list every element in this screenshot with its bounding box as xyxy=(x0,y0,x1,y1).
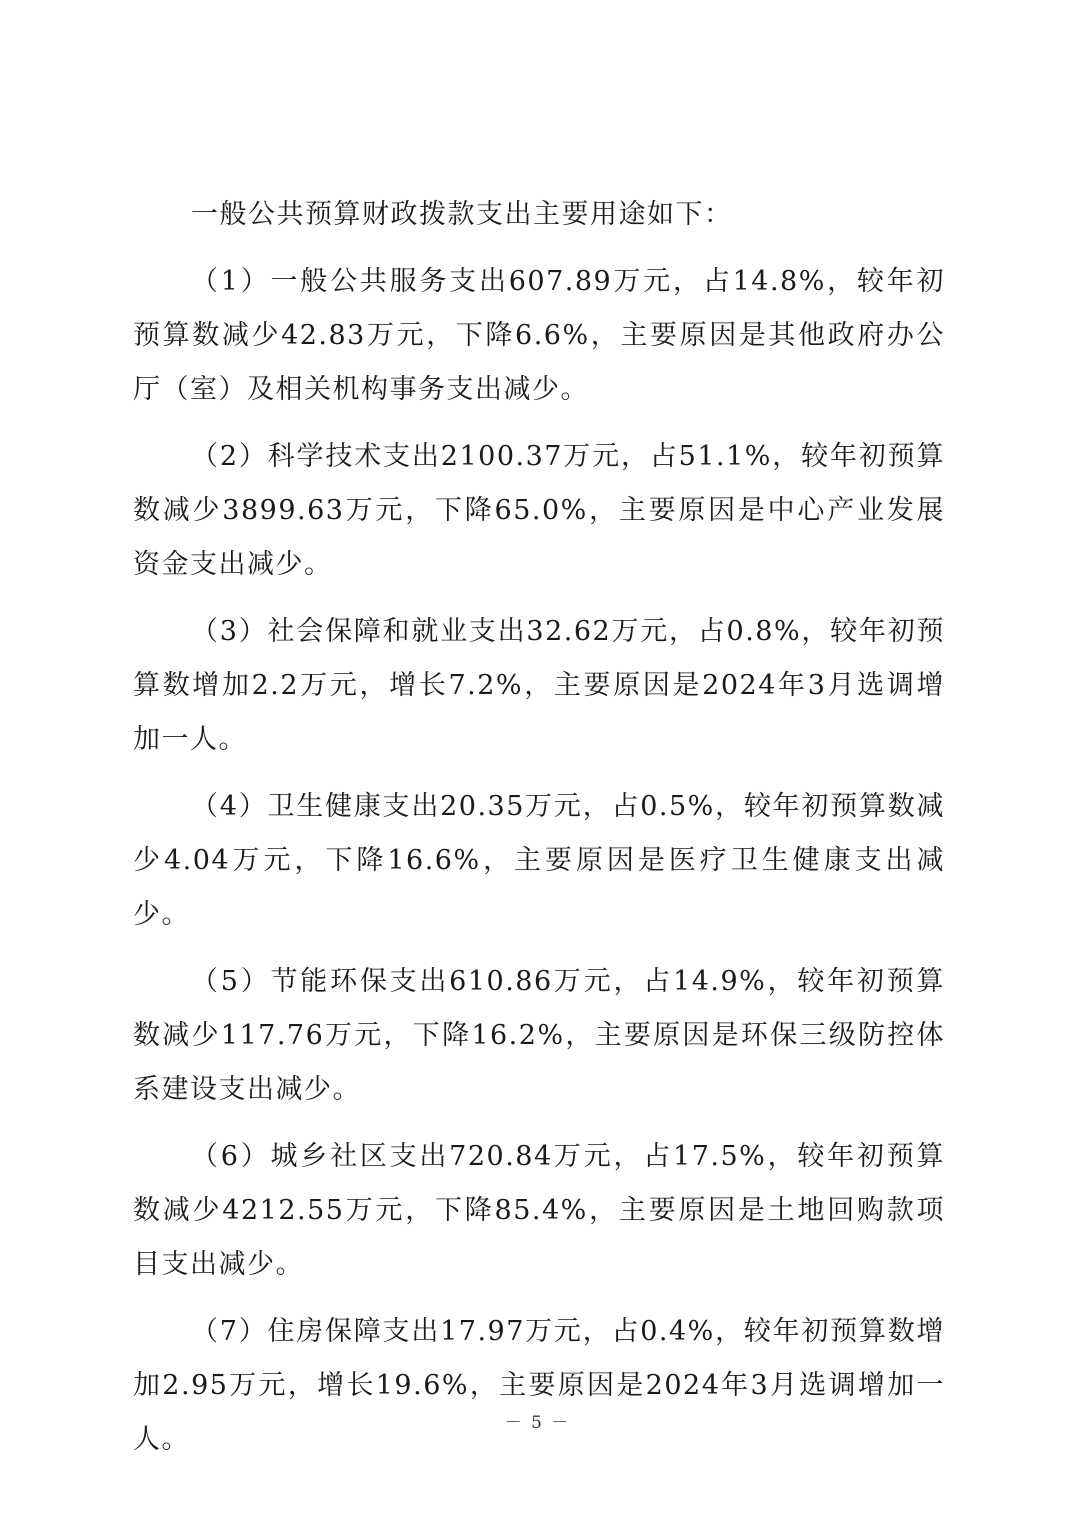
paragraph-social-security: （3）社会保障和就业支出32.62万元，占0.8%，较年初预算数增加2.2万元，增长7.2%，主要原因是2024年3月选调增加一人。 xyxy=(133,616,945,755)
paragraph-science-technology: （2）科学技术支出2100.37万元，占51.1%，较年初预算数减少3899.63万元，下降65.0%，主要原因是中心产业发展资金支出减少。 xyxy=(133,441,945,580)
paragraph-housing-security: （7）住房保障支出17.97万元，占0.4%，较年初预算数增加2.95万元，增长19.6%，主要原因是2024年3月选调增加一人。 xyxy=(133,1316,945,1455)
paragraph-energy-environment: （5）节能环保支出610.86万元，占14.9%，较年初预算数减少117.76万元，下降16.2%，主要原因是环保三级防控体系建设支出减少。 xyxy=(133,966,945,1105)
page-number: － 5 － xyxy=(504,1413,571,1433)
intro-paragraph: 一般公共预算财政拨款支出主要用途如下： xyxy=(191,199,733,230)
paragraph-health: （4）卫生健康支出20.35万元，占0.5%，较年初预算数减少4.04万元，下降16.6%，主要原因是医疗卫生健康支出减少。 xyxy=(133,791,945,930)
paragraph-general-public-services: （1）一般公共服务支出607.89万元，占14.8%，较年初预算数减少42.83万元，下降6.6%，主要原因是其他政府办公厅（室）及相关机构事务支出减少。 xyxy=(133,266,945,405)
body-text xyxy=(133,188,945,1467)
paragraph-urban-rural-community: （6）城乡社区支出720.84万元，占17.5%，较年初预算数减少4212.55万元，下降85.4%，主要原因是土地回购款项目支出减少。 xyxy=(133,1141,945,1280)
